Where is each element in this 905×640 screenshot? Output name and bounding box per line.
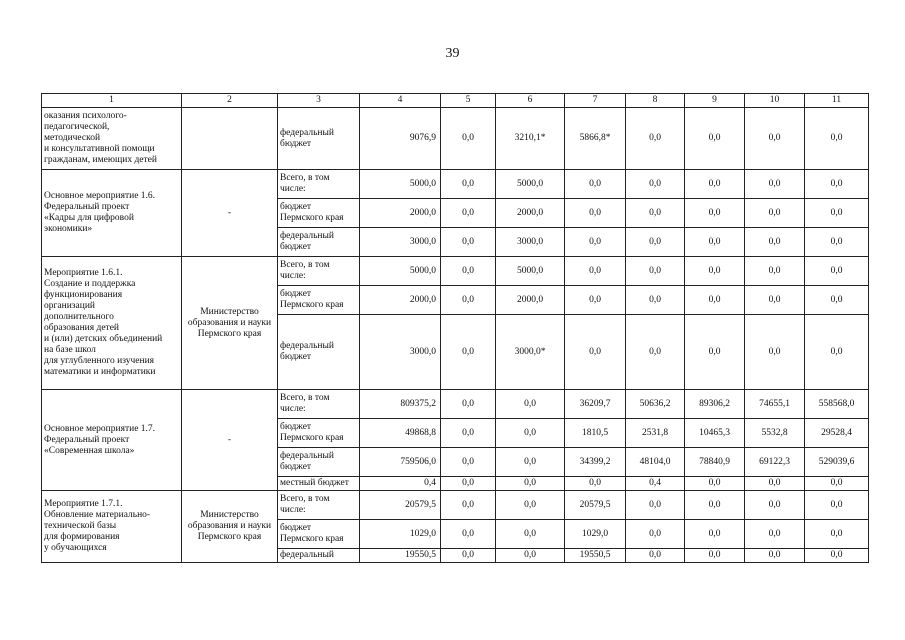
value-cell: 74655,1 — [745, 390, 805, 419]
column-number: 6 — [496, 94, 565, 108]
table-row — [42, 257, 869, 286]
value-cell: 0,0 — [805, 286, 869, 315]
executor-cell: - — [182, 390, 278, 491]
value-cell: 0,0 — [496, 520, 565, 549]
value-cell: 0,0 — [441, 448, 496, 477]
funding-source-cell: бюджет Пермского края — [278, 199, 360, 228]
value-cell: 89306,2 — [685, 390, 745, 419]
value-cell: 0,0 — [441, 520, 496, 549]
value-cell: 29528,4 — [805, 419, 869, 448]
value-cell: 0,0 — [626, 315, 685, 390]
value-cell: 0,0 — [441, 390, 496, 419]
value-cell: 0,4 — [626, 477, 685, 491]
value-cell: 78840,9 — [685, 448, 745, 477]
value-cell: 0,0 — [685, 228, 745, 257]
value-cell: 809375,2 — [360, 390, 441, 419]
value-cell: 0,0 — [626, 520, 685, 549]
funding-source-cell: Всего, в том числе: — [278, 491, 360, 520]
value-cell: 19550,5 — [360, 549, 441, 563]
value-cell: 50636,2 — [626, 390, 685, 419]
value-cell: 0,0 — [441, 257, 496, 286]
value-cell: 0,0 — [745, 286, 805, 315]
value-cell: 0,0 — [626, 170, 685, 199]
value-cell: 0,0 — [565, 286, 626, 315]
budget-table — [41, 93, 869, 563]
value-cell: 0,0 — [745, 491, 805, 520]
value-cell: 1029,0 — [565, 520, 626, 549]
value-cell: 0,0 — [626, 228, 685, 257]
value-cell: 0,0 — [685, 549, 745, 563]
funding-source-cell: Всего, в том числе: — [278, 170, 360, 199]
value-cell: 0,0 — [496, 419, 565, 448]
funding-source-cell: федеральный — [278, 549, 360, 563]
value-cell: 3000,0 — [360, 315, 441, 390]
value-cell: 0,0 — [626, 491, 685, 520]
value-cell: 0,0 — [441, 108, 496, 170]
value-cell: 5532,8 — [745, 419, 805, 448]
value-cell: 2000,0 — [360, 199, 441, 228]
value-cell: 5000,0 — [360, 257, 441, 286]
funding-source-cell: федеральный бюджет — [278, 108, 360, 170]
value-cell: 2531,8 — [626, 419, 685, 448]
funding-source-cell: Всего, в том числе: — [278, 390, 360, 419]
column-number-row — [42, 94, 869, 108]
value-cell: 3000,0* — [496, 315, 565, 390]
value-cell: 0,0 — [805, 170, 869, 199]
value-cell: 0,0 — [441, 199, 496, 228]
column-number: 2 — [182, 94, 278, 108]
funding-source-cell: бюджет Пермского края — [278, 520, 360, 549]
value-cell: 0,0 — [805, 108, 869, 170]
executor-cell — [182, 108, 278, 170]
activity-name-cell: оказания психолого- педагогической, методической и консультативной помощи гражданам, имеющих детей — [42, 108, 182, 170]
value-cell: 20579,5 — [565, 491, 626, 520]
value-cell: 0,0 — [626, 257, 685, 286]
value-cell: 5000,0 — [496, 257, 565, 286]
value-cell: 0,0 — [805, 491, 869, 520]
value-cell: 0,0 — [805, 315, 869, 390]
column-number: 11 — [805, 94, 869, 108]
value-cell: 1810,5 — [565, 419, 626, 448]
value-cell: 759506,0 — [360, 448, 441, 477]
budget-table-body — [42, 108, 869, 563]
value-cell: 0,0 — [805, 520, 869, 549]
value-cell: 0,0 — [496, 549, 565, 563]
value-cell: 0,0 — [496, 448, 565, 477]
value-cell: 48104,0 — [626, 448, 685, 477]
value-cell: 0,0 — [745, 228, 805, 257]
value-cell: 0,0 — [441, 315, 496, 390]
value-cell: 0,0 — [565, 170, 626, 199]
page-number: 39 — [445, 46, 460, 61]
value-cell: 0,0 — [685, 491, 745, 520]
value-cell: 0,0 — [496, 491, 565, 520]
value-cell: 0,0 — [441, 286, 496, 315]
value-cell: 0,0 — [805, 549, 869, 563]
column-number: 8 — [626, 94, 685, 108]
executor-cell: Министерство образования и науки Пермского края — [182, 491, 278, 563]
value-cell: 69122,3 — [745, 448, 805, 477]
value-cell: 0,0 — [441, 477, 496, 491]
value-cell: 9076,9 — [360, 108, 441, 170]
value-cell: 5000,0 — [360, 170, 441, 199]
value-cell: 0,0 — [805, 199, 869, 228]
value-cell: 36209,7 — [565, 390, 626, 419]
value-cell: 0,0 — [626, 108, 685, 170]
value-cell: 0,0 — [745, 199, 805, 228]
value-cell: 0,0 — [441, 170, 496, 199]
value-cell: 3000,0 — [360, 228, 441, 257]
value-cell: 0,0 — [496, 477, 565, 491]
funding-source-cell: федеральный бюджет — [278, 228, 360, 257]
value-cell: 529039,6 — [805, 448, 869, 477]
value-cell: 5866,8* — [565, 108, 626, 170]
value-cell: 0,0 — [745, 549, 805, 563]
value-cell: 0,0 — [685, 257, 745, 286]
value-cell: 0,0 — [626, 199, 685, 228]
value-cell: 10465,3 — [685, 419, 745, 448]
value-cell: 20579,5 — [360, 491, 441, 520]
funding-source-cell: бюджет Пермского края — [278, 286, 360, 315]
funding-source-cell: бюджет Пермского края — [278, 419, 360, 448]
value-cell: 0,0 — [805, 477, 869, 491]
value-cell: 0,0 — [685, 315, 745, 390]
value-cell: 0,0 — [745, 108, 805, 170]
value-cell: 0,0 — [685, 477, 745, 491]
value-cell: 0,4 — [360, 477, 441, 491]
column-number: 5 — [441, 94, 496, 108]
table-row — [42, 108, 869, 170]
value-cell: 0,0 — [745, 315, 805, 390]
column-number: 7 — [565, 94, 626, 108]
value-cell: 0,0 — [626, 549, 685, 563]
value-cell: 3210,1* — [496, 108, 565, 170]
value-cell: 0,0 — [441, 419, 496, 448]
value-cell: 0,0 — [441, 549, 496, 563]
value-cell: 0,0 — [805, 257, 869, 286]
value-cell: 19550,5 — [565, 549, 626, 563]
value-cell: 0,0 — [745, 257, 805, 286]
column-number: 4 — [360, 94, 441, 108]
value-cell: 0,0 — [565, 228, 626, 257]
value-cell: 49868,8 — [360, 419, 441, 448]
value-cell: 0,0 — [685, 170, 745, 199]
table-row — [42, 170, 869, 199]
value-cell: 0,0 — [745, 520, 805, 549]
value-cell: 0,0 — [805, 228, 869, 257]
value-cell: 2000,0 — [496, 286, 565, 315]
value-cell: 2000,0 — [360, 286, 441, 315]
value-cell: 558568,0 — [805, 390, 869, 419]
value-cell: 0,0 — [565, 477, 626, 491]
value-cell: 0,0 — [685, 520, 745, 549]
column-number: 9 — [685, 94, 745, 108]
value-cell: 0,0 — [685, 286, 745, 315]
column-number: 3 — [278, 94, 360, 108]
column-number: 10 — [745, 94, 805, 108]
value-cell: 0,0 — [565, 199, 626, 228]
activity-name-cell: Основное мероприятие 1.6. Федеральный проект «Кадры для цифровой экономики» — [42, 170, 182, 257]
value-cell: 0,0 — [626, 286, 685, 315]
activity-name-cell: Мероприятие 1.7.1. Обновление материально- технической базы для формирования у обучающихся — [42, 491, 182, 563]
executor-cell: Министерство образования и науки Пермского края — [182, 257, 278, 390]
funding-source-cell: федеральный бюджет — [278, 448, 360, 477]
activity-name-cell: Основное мероприятие 1.7. Федеральный проект «Современная школа» — [42, 390, 182, 491]
value-cell: 2000,0 — [496, 199, 565, 228]
activity-name-cell: Мероприятие 1.6.1. Создание и поддержка функционирования организаций дополнительного образования детей и (или) детских объединений на базе школ для углубленного изучения математики и информатики — [42, 257, 182, 390]
value-cell: 0,0 — [565, 315, 626, 390]
funding-source-cell: местный бюджет — [278, 477, 360, 491]
table-row — [42, 491, 869, 520]
value-cell: 0,0 — [496, 390, 565, 419]
column-number: 1 — [42, 94, 182, 108]
value-cell: 0,0 — [685, 199, 745, 228]
value-cell: 0,0 — [565, 257, 626, 286]
value-cell: 0,0 — [441, 228, 496, 257]
funding-source-cell: Всего, в том числе: — [278, 257, 360, 286]
value-cell: 34399,2 — [565, 448, 626, 477]
value-cell: 0,0 — [441, 491, 496, 520]
value-cell: 1029,0 — [360, 520, 441, 549]
value-cell: 3000,0 — [496, 228, 565, 257]
value-cell: 0,0 — [745, 477, 805, 491]
value-cell: 5000,0 — [496, 170, 565, 199]
table-row — [42, 390, 869, 419]
value-cell: 0,0 — [685, 108, 745, 170]
funding-source-cell: федеральный бюджет — [278, 315, 360, 390]
value-cell: 0,0 — [745, 170, 805, 199]
executor-cell: - — [182, 170, 278, 257]
